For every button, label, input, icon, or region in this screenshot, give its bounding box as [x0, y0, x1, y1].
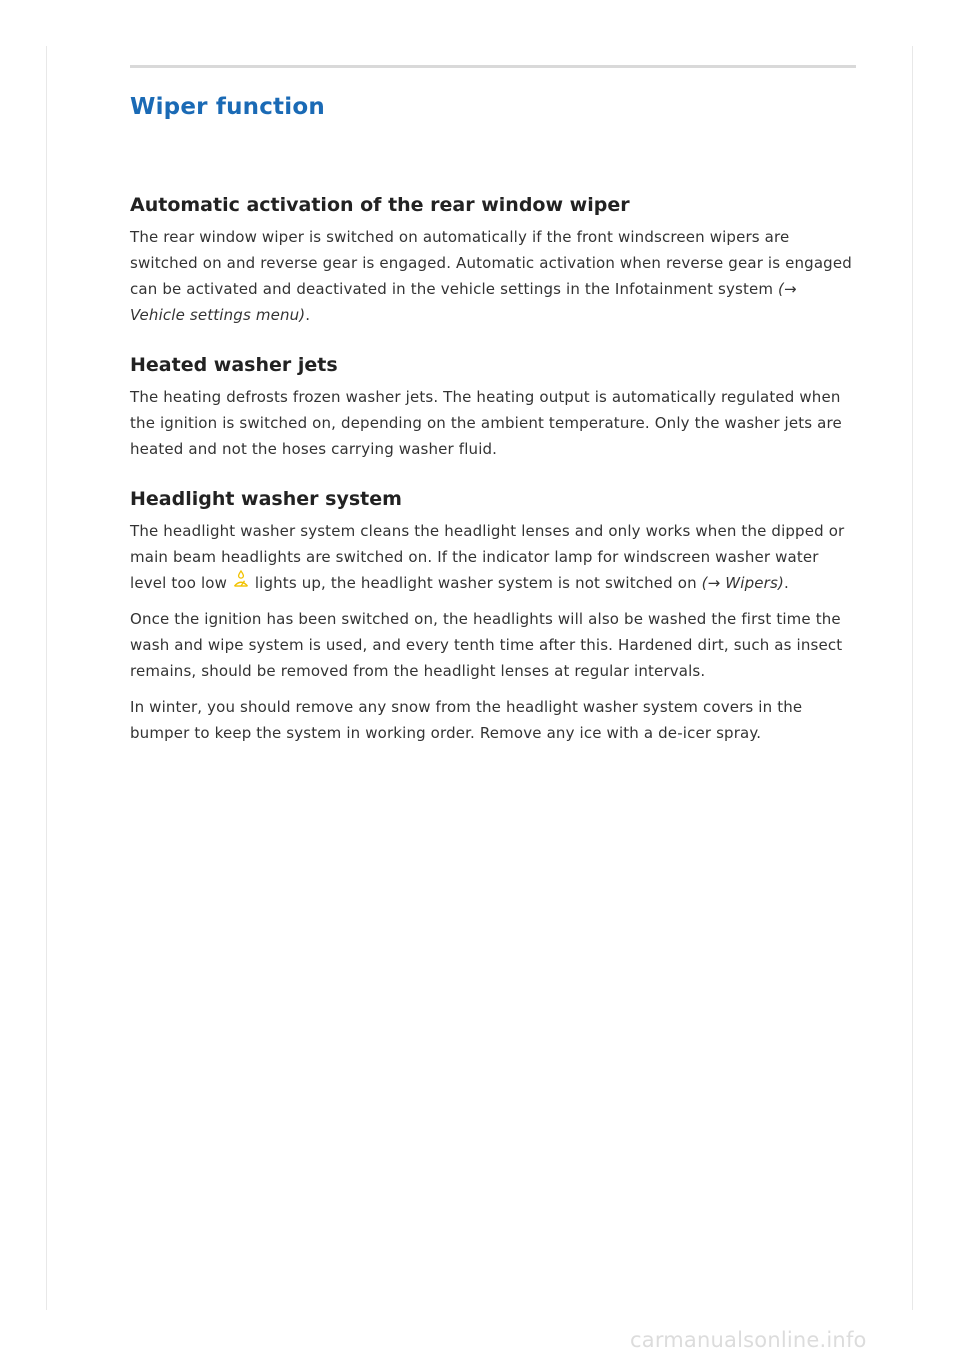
paragraph: Once the ignition has been switched on, the headlights will also be washed the first time the wash and wipe system is used, and every tenth time after this. Hardened dirt, such as insect remains, should be removed from the headlight lenses at regular intervals.: [130, 610, 843, 680]
paragraph-text: The headlight washer system cleans the headlight lenses and only works when the dipped or main beam headlights are switched on. If the indicator lamp for windscreen washer water level too low: [130, 522, 845, 592]
paragraph-text: lights up, the headlight washer system is not switched on: [249, 574, 702, 592]
paragraph: [130, 518, 856, 596]
right-margin-line: [912, 46, 913, 1310]
paragraph-end: .: [305, 306, 311, 324]
paragraph: In winter, you should remove any snow from the headlight washer system covers in the bumper to keep the system in working order. Remove any ice with a de-icer spray.: [130, 698, 803, 742]
washer-fluid-warning-icon: [232, 570, 250, 590]
section-heading: Heated washer jets: [130, 354, 338, 376]
cross-reference-link[interactable]: (→ Wipers): [701, 574, 784, 592]
paragraph-text: The rear window wiper is switched on automatically if the front windscreen wipers are switched on and reverse gear is engaged. Automatic activation when reverse gear is engaged can be activated and deactivated in the vehicle settings in the Infotainment system: [130, 228, 852, 298]
cross-reference-link[interactable]: (→ Vehicle settings menu): [130, 280, 797, 324]
paragraph-end: .: [783, 574, 789, 592]
paragraph: [130, 224, 856, 328]
section-heated-jets: [130, 350, 856, 462]
paragraph: The heating defrosts frozen washer jets. The heating output is automatically regulated when the ignition is switched on, depending on the ambient temperature. Only the washer jets are heated and not the hoses carrying washer fluid.: [130, 388, 842, 458]
section-heading: Headlight washer system: [130, 488, 402, 510]
top-divider: [130, 65, 856, 68]
page-title: Wiper function: [130, 94, 325, 120]
left-margin-line: [46, 46, 47, 1310]
watermark: carmanualsonline.info: [630, 1328, 867, 1352]
page-content: [130, 88, 856, 756]
section-rear-wiper: [130, 190, 856, 328]
section-heading: Automatic activation of the rear window wiper: [130, 194, 630, 216]
section-headlight-washer: [130, 484, 856, 746]
